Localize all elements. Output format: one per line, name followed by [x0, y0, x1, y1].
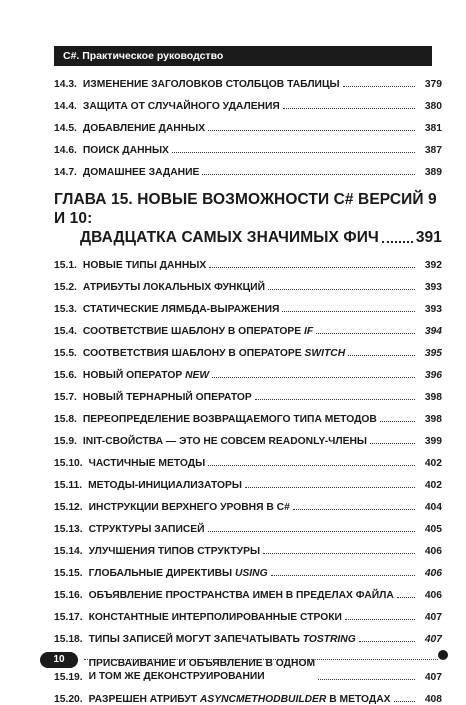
entry-title — [83, 326, 313, 337]
entry-page-number: 398 — [424, 414, 442, 425]
page-footer — [40, 652, 448, 668]
chapter-heading[interactable] — [54, 190, 442, 247]
entry-number: 15.14. — [54, 546, 83, 557]
entry-title — [89, 524, 205, 535]
toc-entry[interactable] — [54, 469, 442, 491]
leader-dots — [345, 619, 415, 620]
leader-dots — [271, 575, 415, 576]
toc-entry[interactable] — [54, 513, 442, 535]
entry-number: 15.18. — [54, 634, 83, 645]
entry-number: 15.2. — [54, 282, 77, 293]
entry-title — [83, 370, 209, 381]
entry-number: 14.4. — [54, 101, 77, 112]
section-15-entries — [54, 249, 442, 705]
entry-number: 15.17. — [54, 612, 83, 623]
entry-page-number: 396 — [424, 370, 442, 381]
entry-title-keyword: SWITCH — [304, 348, 346, 359]
entry-title-text: АТРИБУТЫ ЛОКАЛЬНЫХ ФУНКЦИЙ — [82, 282, 265, 293]
leader-dots — [268, 289, 415, 290]
entry-title-text: ПОИСК ДАННЫХ — [82, 145, 169, 156]
toc-entry[interactable] — [54, 315, 442, 337]
entry-title-text: РАЗРЕШЕН АТРИБУТ — [88, 694, 200, 705]
entry-page-number: 406 — [424, 590, 442, 601]
table-of-contents — [54, 68, 442, 705]
chapter-title-line2-row — [54, 228, 442, 247]
entry-title-text: ПЕРЕОПРЕДЕЛЕНИЕ ВОЗВРАЩАЕМОГО ТИПА МЕТОДОВ — [82, 414, 377, 425]
entry-page-number: 404 — [424, 502, 442, 513]
entry-title — [89, 590, 394, 601]
leader-dots — [343, 86, 415, 87]
entry-number: 15.4. — [54, 326, 77, 337]
entry-title — [89, 502, 290, 513]
leader-dots — [245, 487, 415, 488]
entry-title — [83, 101, 280, 112]
entry-title-text: СООТВЕТСТВИЕ ШАБЛОНУ В ОПЕРАТОРЕ — [82, 326, 304, 337]
entry-title-text: НОВЫЕ ТИПЫ ДАННЫХ — [82, 260, 207, 271]
entry-title — [83, 167, 199, 178]
entry-title — [83, 260, 206, 271]
entry-page-number: 395 — [424, 348, 442, 359]
entry-title — [83, 348, 345, 359]
entry-number: 15.19. — [54, 672, 83, 683]
entry-number: 14.6. — [54, 145, 77, 156]
entry-title-text: ДОБАВЛЕНИЕ ДАННЫХ — [82, 123, 206, 134]
leader-dots — [282, 311, 415, 312]
leader-dots — [382, 241, 413, 243]
entry-title-text: ДОМАШНЕЕ ЗАДАНИЕ — [82, 167, 200, 178]
chapter-page-number: 391 — [415, 229, 442, 246]
entry-number: 15.11. — [54, 480, 83, 491]
entry-title-text: ЗАЩИТА ОТ СЛУЧАЙНОГО УДАЛЕНИЯ — [82, 101, 280, 112]
toc-entry[interactable] — [54, 535, 442, 557]
entry-number: 15.12. — [54, 502, 83, 513]
running-header: C#. Практическое руководство — [54, 46, 432, 66]
entry-page-number: 408 — [424, 694, 442, 705]
entry-page-number: 393 — [424, 304, 442, 315]
entry-page-number: 405 — [424, 524, 442, 535]
page-number-badge: 10 — [40, 652, 78, 668]
leader-dots — [359, 641, 415, 642]
toc-entry[interactable] — [54, 112, 442, 134]
entry-title-text: СТРУКТУРЫ ЗАПИСЕЙ — [88, 524, 205, 535]
entry-title — [83, 414, 377, 425]
entry-page-number: 402 — [424, 480, 442, 491]
entry-page-number: 398 — [424, 392, 442, 403]
entry-page-number: 381 — [424, 123, 442, 134]
leader-dots — [293, 509, 415, 510]
entry-title-text: ЧАСТИЧНЫЕ МЕТОДЫ — [88, 458, 206, 469]
entry-number: 15.7. — [54, 392, 77, 403]
entry-title — [83, 436, 367, 447]
entry-page-number: 402 — [424, 458, 442, 469]
leader-dots — [255, 399, 415, 400]
toc-entry[interactable] — [54, 134, 442, 156]
toc-entry[interactable] — [54, 683, 442, 705]
toc-entry[interactable] — [54, 271, 442, 293]
leader-dots — [380, 421, 415, 422]
toc-entry[interactable] — [54, 491, 442, 513]
toc-entry[interactable] — [54, 403, 442, 425]
entry-page-number: 394 — [424, 326, 442, 337]
entry-number: 15.1. — [54, 260, 77, 271]
toc-entry[interactable] — [54, 359, 442, 381]
toc-entry[interactable] — [54, 579, 442, 601]
leader-dots — [212, 377, 415, 378]
entry-title — [83, 282, 265, 293]
entry-title — [83, 123, 205, 134]
leader-dots — [172, 152, 415, 153]
leader-dots — [348, 355, 415, 356]
entry-number: 14.3. — [54, 79, 77, 90]
entry-page-number: 407 — [424, 672, 442, 683]
toc-entry[interactable] — [54, 447, 442, 469]
entry-number: 15.6. — [54, 370, 77, 381]
entry-page-number: 380 — [424, 101, 442, 112]
entry-title-keyword: TOSTRING — [302, 634, 356, 645]
entry-title-text: НОВЫЙ ТЕРНАРНЫЙ ОПЕРАТОР — [82, 392, 252, 403]
leader-dots — [208, 531, 415, 532]
toc-entry[interactable] — [54, 337, 442, 359]
leader-dots — [263, 553, 415, 554]
entry-title-text: УЛУЧШЕНИЯ ТИПОВ СТРУКТУРЫ — [88, 546, 261, 557]
entry-title-text: ИНСТРУКЦИИ ВЕРХНЕГО УРОВНЯ В C# — [88, 502, 290, 513]
entry-number: 15.20. — [54, 694, 83, 705]
leader-dots — [316, 333, 415, 334]
entry-title — [88, 480, 242, 491]
entry-number: 15.8. — [54, 414, 77, 425]
entry-title-text: ТИПЫ ЗАПИСЕЙ МОГУТ ЗАПЕЧАТЫВАТЬ — [88, 634, 303, 645]
entry-page-number: 387 — [424, 145, 442, 156]
entry-title — [89, 458, 206, 469]
footer-dots — [84, 659, 438, 660]
entry-page-number: 389 — [424, 167, 442, 178]
entry-page-number: 406 — [424, 546, 442, 557]
entry-title-text: СТАТИЧЕСКИЕ ЛЯМБДА-ВЫРАЖЕНИЯ — [82, 304, 280, 315]
entry-page-number: 406 — [424, 568, 442, 579]
entry-page-number: 379 — [424, 79, 442, 90]
leader-dots — [318, 679, 415, 680]
entry-title-keyword: USING — [234, 568, 268, 579]
leader-dots — [208, 465, 415, 466]
leader-dots — [397, 597, 415, 598]
toc-entry[interactable] — [54, 425, 442, 447]
entry-number: 15.16. — [54, 590, 83, 601]
toc-entry[interactable] — [54, 90, 442, 112]
entry-title — [83, 392, 252, 403]
leader-dots — [394, 701, 415, 702]
entry-number: 14.5. — [54, 123, 77, 134]
toc-entry[interactable] — [54, 156, 442, 178]
entry-title-text: СООТВЕТСТВИЯ ШАБЛОНУ В ОПЕРАТОРЕ — [82, 348, 305, 359]
toc-entry[interactable] — [54, 68, 442, 90]
entry-title-line2: И ТОМ ЖЕ ДЕКОНСТРУИРОВАНИИ — [88, 671, 265, 682]
entry-title-text: МЕТОДЫ-ИНИЦИАЛИЗАТОРЫ — [88, 480, 242, 491]
entry-title — [89, 634, 356, 645]
entry-title-keyword: ASYNCMETHODBUILDER — [199, 694, 327, 705]
entry-title — [83, 79, 340, 90]
entry-number: 15.15. — [54, 568, 83, 579]
entry-number: 15.9. — [54, 436, 77, 447]
entry-number: 15.3. — [54, 304, 77, 315]
leader-dots — [283, 108, 415, 109]
section-14-entries — [54, 68, 442, 178]
entry-page-number: 393 — [424, 282, 442, 293]
toc-entry[interactable] — [54, 293, 442, 315]
leader-dots — [209, 267, 415, 268]
entry-page-number: 392 — [424, 260, 442, 271]
entry-title — [89, 568, 268, 579]
entry-title-keyword: NEW — [185, 370, 210, 381]
chapter-title-line2: ДВАДЦАТКА САМЫХ ЗНАЧИМЫХ ФИЧ — [80, 229, 379, 246]
entry-title-text: INIT-СВОЙСТВА — ЭТО НЕ СОВСЕМ READONLY-ЧЛЕНЫ — [82, 436, 367, 447]
toc-entry[interactable] — [54, 381, 442, 403]
entry-page-number: 407 — [424, 634, 442, 645]
entry-page-number: 407 — [424, 612, 442, 623]
entry-title-tail: В МЕТОДАХ — [326, 694, 391, 705]
toc-entry[interactable] — [54, 249, 442, 271]
chapter-title-line1: ГЛАВА 15. НОВЫЕ ВОЗМОЖНОСТИ C# ВЕРСИЙ 9 И 10: — [54, 191, 437, 227]
leader-dots — [370, 443, 415, 444]
entry-title — [89, 546, 260, 557]
entry-title-text: ГЛОБАЛЬНЫЕ ДИРЕКТИВЫ — [88, 568, 235, 579]
entry-title — [83, 145, 169, 156]
entry-page-number: 399 — [424, 436, 442, 447]
entry-number: 15.10. — [54, 458, 83, 469]
entry-title-text: НОВЫЙ ОПЕРАТОР — [82, 370, 186, 381]
entry-title-text: ИЗМЕНЕНИЕ ЗАГОЛОВКОВ СТОЛБЦОВ ТАБЛИЦЫ — [82, 79, 340, 90]
entry-title — [83, 304, 280, 315]
footer-circle-icon — [438, 650, 448, 660]
entry-title-keyword: IF — [304, 326, 314, 337]
entry-number: 15.5. — [54, 348, 77, 359]
entry-title-text: ОБЪЯВЛЕНИЕ ПРОСТРАНСТВА ИМЕН В ПРЕДЕЛАХ ФАЙЛА — [88, 590, 394, 601]
entry-title-line1: ПРИСВАИВАНИЕ И ОБЪЯВЛЕНИЕ В ОДНОМ — [88, 658, 316, 669]
entry-number: 14.7. — [54, 167, 77, 178]
toc-entry[interactable] — [54, 601, 442, 623]
toc-entry[interactable] — [54, 623, 442, 645]
entry-title — [89, 612, 342, 623]
entry-number: 15.13. — [54, 524, 83, 535]
leader-dots — [208, 130, 415, 131]
leader-dots — [202, 174, 415, 175]
entry-title-text: КОНСТАНТНЫЕ ИНТЕРПОЛИРОВАННЫЕ СТРОКИ — [88, 612, 342, 623]
toc-entry[interactable] — [54, 557, 442, 579]
